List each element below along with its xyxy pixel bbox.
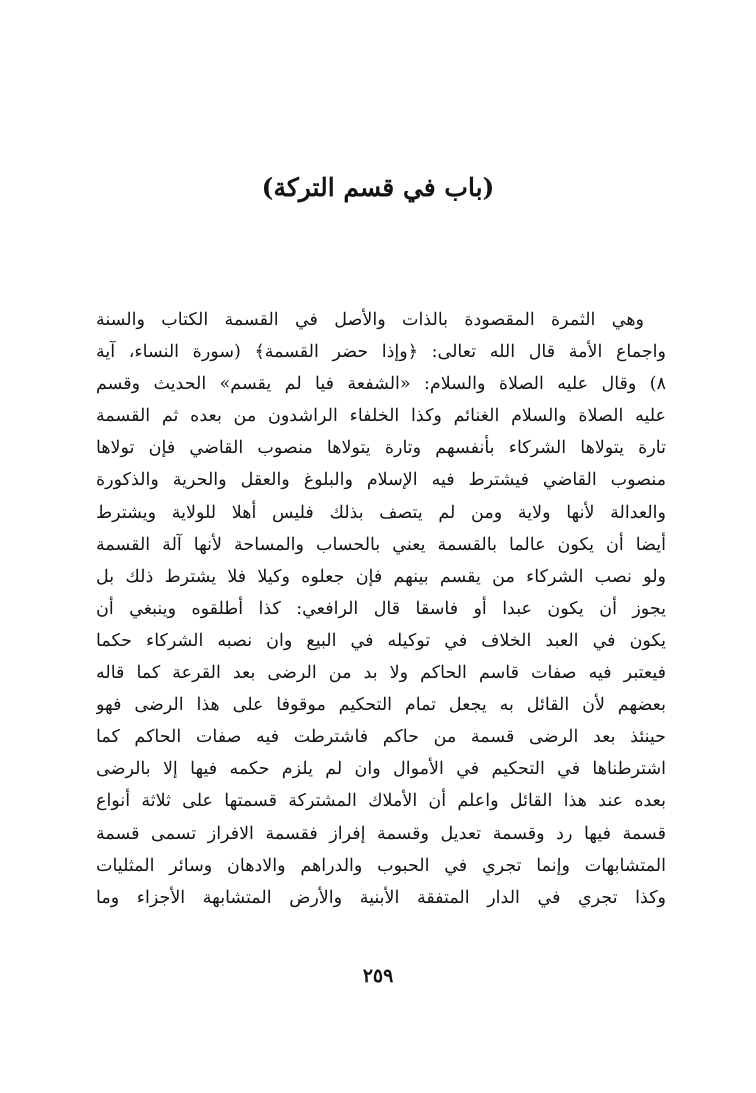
text-line: عليه الصلاة والسلام الغنائم وكذا الخلفاء الراشدون من بعده ثم القسمة	[96, 406, 666, 427]
text-line: اشترطناها في التحكيم في الأموال وان لم يلزم حكمه فيها إلا بالرضى	[96, 759, 666, 780]
text-line: بعضهم لأن القائل به يجعل تمام التحكيم موقوفا على هذا الرضى فهو	[96, 695, 666, 716]
text-line: واجماع الأمة قال الله تعالى: ﴿وإذا حضر القسمة﴾ (سورة النساء، آية	[96, 342, 666, 363]
text-line: وهي الثمرة المقصودة بالذات والأصل في القسمة الكتاب والسنة	[96, 310, 644, 330]
text-line: تارة يتولاها الشركاء بأنفسهم وتارة يتولاها منصوب القاضي فإن تولاها	[96, 438, 666, 459]
text-line: وكذا تجري في الدار المتفقة الأبنية والأرض المتشابهة الأجزاء وما	[96, 887, 666, 908]
page-number: ٢٥٩	[362, 965, 394, 987]
text-line: يكون في العبد الخلاف في توكيله في البيع وان نصبه الشركاء حكما	[96, 630, 666, 651]
text-line: والعدالة لأنها ولاية ومن لم يتصف بذلك فليس أهلا للولاية ويشترط	[96, 502, 666, 523]
text-line: بعده عند هذا القائل واعلم أن الأملاك المشتركة قسمتها على ثلاثة أنواع	[96, 791, 666, 812]
text-line: فيعتبر فيه صفات قاسم الحاكم ولا بد من الرضى بعد القرعة كما قاله	[96, 663, 666, 684]
body-text	[96, 304, 666, 914]
text-line: ٨) وقال عليه الصلاة والسلام: «الشفعة فيا لم يقسم» الحديث وقسم	[96, 374, 666, 395]
text-line: حينئذ بعد الرضى قسمة من حاكم فاشترطت فيه صفات الحاكم كما	[96, 727, 666, 748]
text-line: المتشابهات وإنما تجري في الحبوب والدراهم والادهان وسائر المثليات	[96, 855, 666, 876]
text-line: قسمة فيها رد وقسمة تعديل وقسمة إفراز فقسمة الافراز تسمى قسمة	[96, 823, 666, 844]
text-line: أيضا أن يكون عالما بالقسمة يعني بالحساب والمساحة لأنها آلة القسمة	[96, 534, 666, 555]
chapter-title: (باب في قسم التركة)	[261, 173, 495, 202]
text-line: منصوب القاضي فيشترط فيه الإسلام والبلوغ والعقل والحرية والذكورة	[96, 470, 666, 491]
text-line: يجوز أن يكون عبدا أو فاسقا قال الرافعي: كذا أطلقوه وينبغي أن	[96, 598, 666, 619]
text-line: ولو نصب الشركاء من يقسم بينهم فإن جعلوه وكيلا فلا يشترط ذلك بل	[96, 566, 666, 587]
